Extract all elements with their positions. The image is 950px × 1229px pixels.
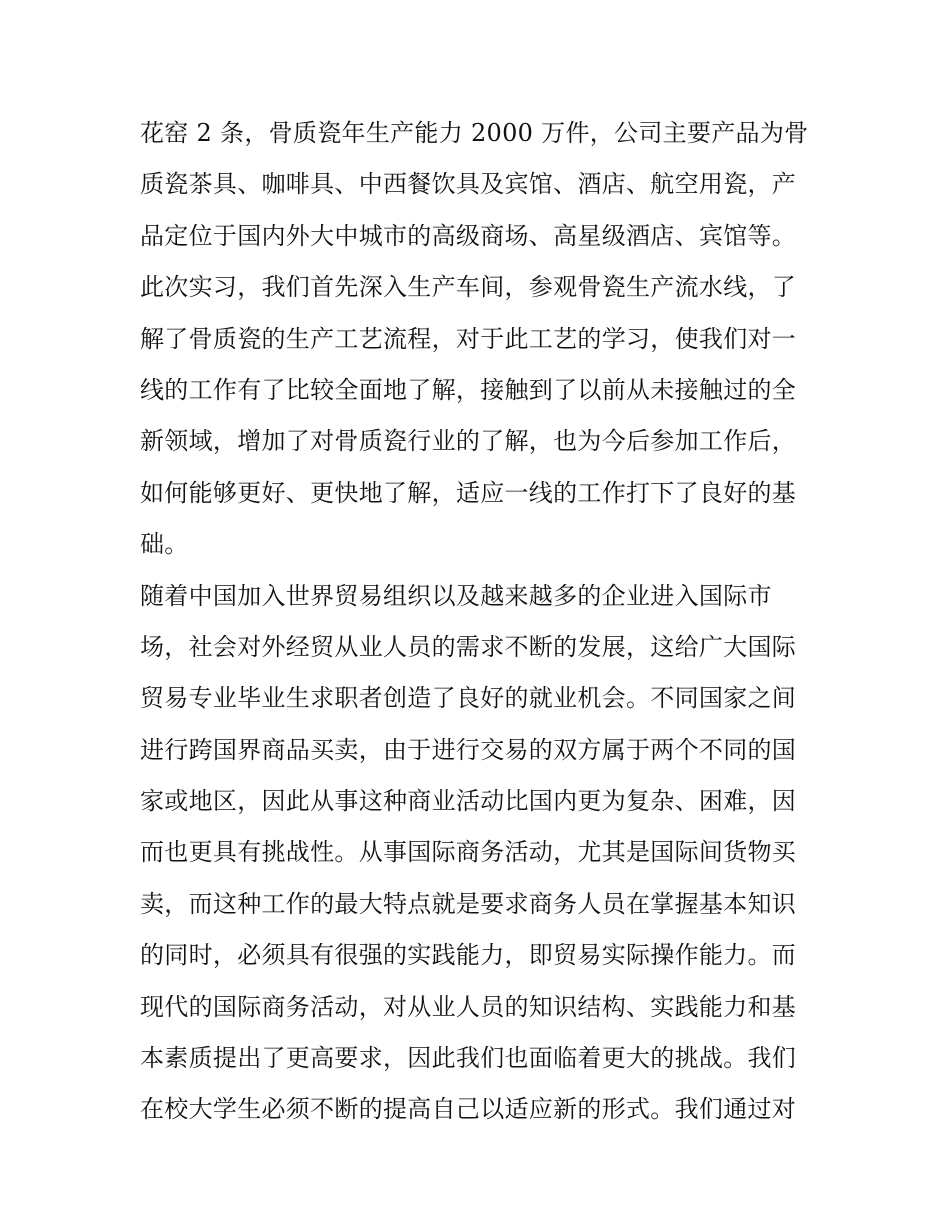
text-line: 现代的国际商务活动，对从业人员的知识结构、实践能力和基 — [140, 992, 797, 1021]
text-line: 新领域，增加了对骨质瓷行业的了解，也为今后参加工作后， — [140, 427, 797, 456]
text-line: 在校大学生必须不断的提高自己以适应新的形式。我们通过对 — [140, 1095, 797, 1124]
text-line: 线的工作有了比较全面地了解，接触到了以前从未接触过的全 — [140, 375, 797, 404]
text-line: 解了骨质瓷的生产工艺流程，对于此工艺的学习，使我们对一 — [140, 324, 797, 353]
text-line: 场，社会对外经贸从业人员的需求不断的发展，这给广大国际 — [140, 632, 797, 661]
text-line: 进行跨国界商品买卖，由于进行交易的双方属于两个不同的国 — [140, 735, 797, 764]
text-line: 如何能够更好、更快地了解，适应一线的工作打下了良好的基 — [140, 478, 797, 507]
text-line: 础。 — [140, 530, 189, 559]
body-text — [140, 108, 840, 1136]
text-line: 贸易专业毕业生求职者创造了良好的就业机会。不同国家之间 — [140, 684, 797, 713]
text-line: 随着中国加入世界贸易组织以及越来越多的企业进入国际市 — [140, 581, 772, 610]
text-line: 本素质提出了更高要求，因此我们也面临着更大的挑战。我们 — [140, 1044, 797, 1073]
text-line: 而也更具有挑战性。从事国际商务活动，尤其是国际间货物买 — [140, 838, 797, 867]
text-line: 卖，而这种工作的最大特点就是要求商务人员在掌握基本知识 — [140, 889, 797, 918]
text-line: 此次实习，我们首先深入生产车间，参观骨瓷生产流水线，了 — [140, 273, 797, 302]
text-line: 花窑 2 条，骨质瓷年生产能力 2000 万件，公司主要产品为骨 — [140, 119, 809, 147]
text-line: 的同时，必须具有很强的实践能力，即贸易实际操作能力。而 — [140, 941, 797, 970]
text-line: 家或地区，因此从事这种商业活动比国内更为复杂、困难，因 — [140, 787, 797, 816]
text-line: 品定位于国内外大中城市的高级商场、高星级酒店、宾馆等。 — [140, 221, 797, 250]
text-line: 质瓷茶具、咖啡具、中西餐饮具及宾馆、酒店、航空用瓷，产 — [140, 170, 797, 199]
